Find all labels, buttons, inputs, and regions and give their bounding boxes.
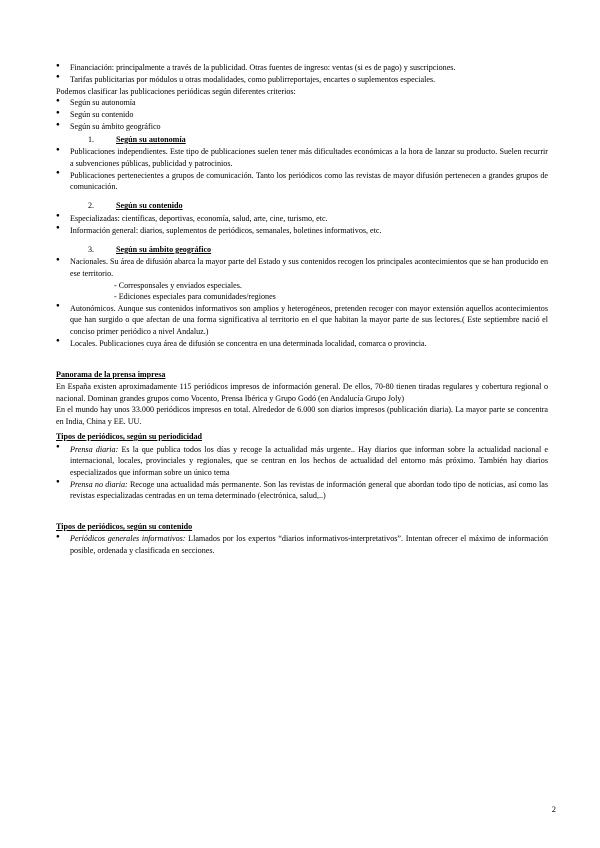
section-3-subitem-2: - Ediciones especiales para comunidades/regiones bbox=[114, 292, 276, 302]
item-lead: Periódicos generales informativos: bbox=[70, 534, 186, 544]
item-lead: Prensa no diaria: bbox=[70, 479, 128, 489]
contenido-items bbox=[56, 533, 548, 556]
list-item: ● Según su contenido bbox=[56, 109, 548, 120]
classify-intro-paragraph: Podemos clasificar las publicaciones periódicas según diferentes criterios: bbox=[56, 86, 296, 96]
panorama-title: Panorama de la prensa impresa bbox=[56, 369, 166, 379]
criteria-list bbox=[56, 97, 548, 132]
section-3-items-rest bbox=[56, 303, 548, 349]
section-heading-3 bbox=[88, 244, 548, 255]
periodicidad-items bbox=[56, 444, 548, 502]
panorama-paragraph-2: En el mundo hay unos 33.000 periódicos impresos en total. Alrededor de 6.000 son diarios impresos (publicación diaria). La mayor parte se concentra en India, China y EE. UU. bbox=[56, 405, 548, 426]
list-item bbox=[56, 444, 548, 478]
section-title: Según su contenido bbox=[116, 201, 183, 211]
list-item bbox=[56, 479, 548, 502]
section-3-subitem-1: - Corresponsales y enviados especiales. bbox=[114, 280, 242, 290]
list-item: ● Financiación: principalmente a través de la publicidad. Otras fuentes de ingreso: ventas (si es de pago) y suscripciones. bbox=[56, 62, 548, 73]
section-3-items-first bbox=[56, 256, 548, 279]
item-text: Llamados por los expertos “diarios informativos-interpretativos”. Intentan ofrecer el máximo de información posible, ordenada y clasificada en secciones. bbox=[70, 534, 548, 555]
list-item: ● Locales. Publicaciones cuya área de difusión se concentra en una determinada localidad, comarca o provincia. bbox=[56, 338, 548, 349]
item-lead: Prensa diaria: bbox=[70, 444, 119, 454]
list-item: ● Información general: diarios, suplementos de periódicos, semanales, boletines informativos, etc. bbox=[56, 225, 548, 236]
list-item: ● Según su autonomía bbox=[56, 97, 548, 108]
spacer bbox=[56, 350, 548, 360]
spacer bbox=[56, 237, 548, 243]
spacer bbox=[56, 193, 548, 199]
section-number: 1. bbox=[88, 134, 95, 144]
list-item: ● Nacionales. Su área de difusión abarca la mayor parte del Estado y sus contenidos recogen los principales acontecimientos que se han producido en ese territorio. bbox=[56, 256, 548, 279]
item-text: Recoge una actualidad más permanente. Son las revistas de información general que abordan todo tipo de noticias, así como las revistas especializadas centradas en un tema determinado (electrónica, salud,..) bbox=[70, 479, 548, 500]
list-item: ● Publicaciones pertenecientes a grupos de comunicación. Tanto los periódicos como las revistas de mayor difusión pertenecen a grandes grupos de comunicación. bbox=[56, 170, 548, 193]
section-number: 3. bbox=[88, 244, 95, 254]
section-title: Según su autonomía bbox=[116, 134, 186, 144]
section-number: 2. bbox=[88, 201, 95, 211]
intro-bullet-list bbox=[56, 62, 548, 85]
list-item bbox=[56, 533, 548, 556]
section-heading-1 bbox=[88, 134, 548, 145]
section-heading-2 bbox=[88, 200, 548, 211]
contenido-title: Tipos de periódicos, según su contenido bbox=[56, 521, 193, 531]
item-text: Es la que publica todos los días y recoge la actualidad más urgente.. Hay diarios que informan sobre la actualidad nacional e internacional, locales, provinciales y regionales, que se centran en los hechos de actualidad del entorno más próximo. También hay diarios especializados que informan sobre un único tema bbox=[70, 444, 549, 477]
section-2-items bbox=[56, 213, 548, 236]
panorama-paragraph-1: En España existen aproximadamente 115 periódicos impresos de información general. De ellos, 70-80 tienen tiradas regulares y cobertura regional o nacional. Dominan grandes grupos como Vocento, Prensa Ibérica y Grupo Godó (en Andalucía Grupo Joly) bbox=[56, 382, 548, 403]
list-item: ● Publicaciones independientes. Este tipo de publicaciones suelen tener más dificultades económicas a la hora de lanzar su producto. Suelen recurrir a subvenciones públicas, publicidad y patrocinios. bbox=[56, 146, 548, 169]
section-1-items bbox=[56, 146, 548, 192]
list-item: ● Según su ámbito geográfico bbox=[56, 121, 548, 132]
spacer bbox=[56, 502, 548, 512]
page-number: 2 bbox=[551, 804, 556, 814]
section-title: Según su ámbito geográfico bbox=[116, 244, 212, 254]
periodicidad-title: Tipos de periódicos, según su periodicidad bbox=[56, 432, 203, 442]
list-item: ● Especializadas: científicas, deportivas, economía, salud, arte, cine, turismo, etc. bbox=[56, 213, 548, 224]
list-item: ● Autonómicos. Aunque sus contenidos informativos son amplios y heterogéneos, pretenden recoger con mayor extensión aquellos acontecimientos que han surgido o que afectan de una forma significativa al territorio en el que habitan la mayor parte de sus lectores.( Este septiembre nació el conciso primer periódico a nivel Andaluz.) bbox=[56, 303, 548, 337]
list-item: ● Tarifas publicitarias por módulos u otras modalidades, como publirreportajes, encartes o suplementos especiales. bbox=[56, 74, 548, 85]
